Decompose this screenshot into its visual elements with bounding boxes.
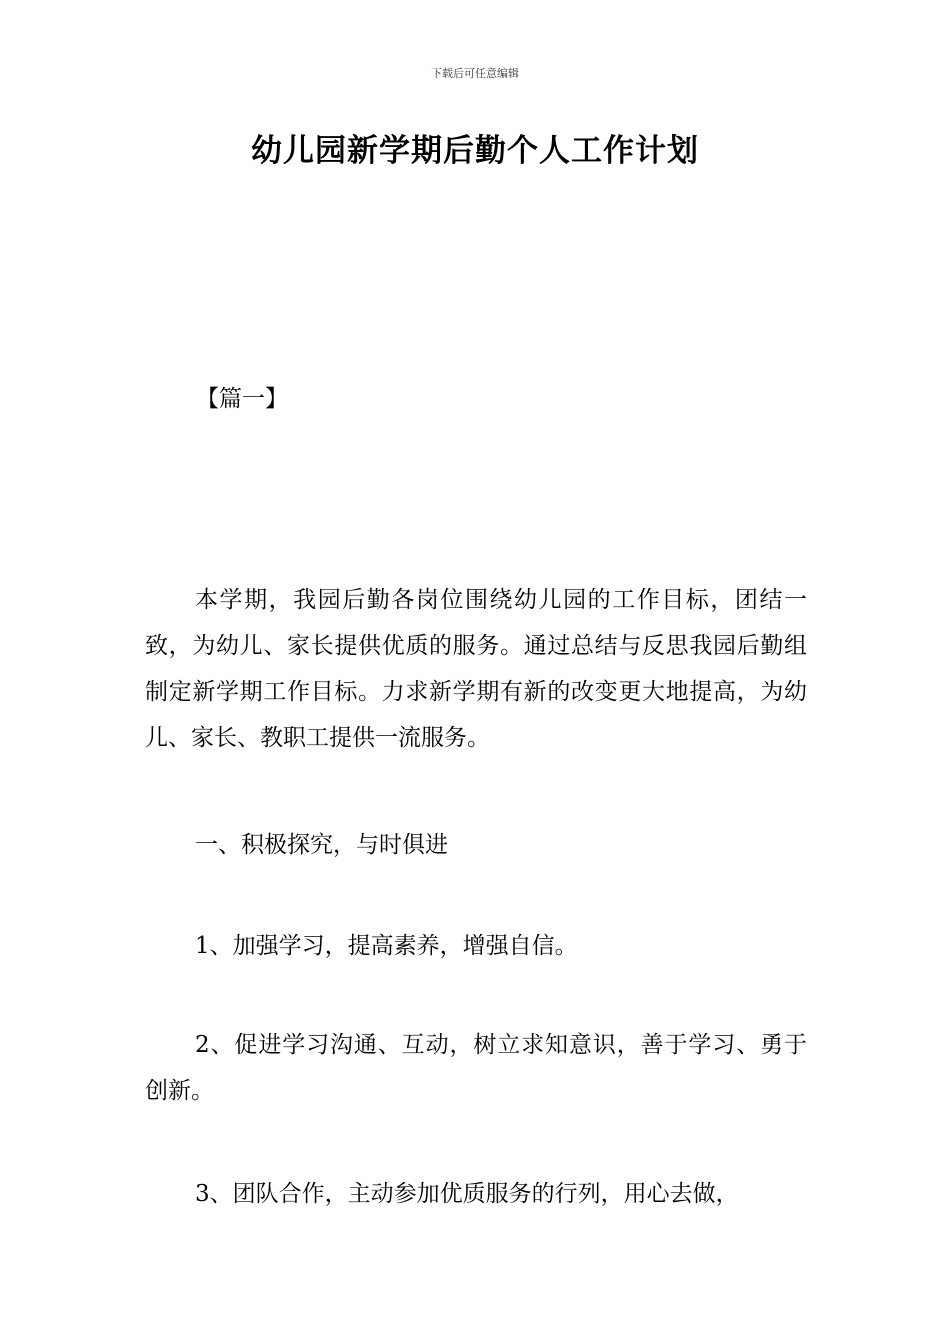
header-note: 下载后可任意编辑 <box>431 67 519 80</box>
paragraph-intro: 本学期，我园后勤各岗位围绕幼儿园的工作目标，团结一致，为幼儿、家长提供优质的服务。通过总结与反思我园后勤组制定新学期工作目标。力求新学期有新的改变更大地提高，为幼儿、家长、教职工提供一流服务。 <box>145 587 807 751</box>
paragraph-item-1: 1、加强学习，提高素养，增强自信。 <box>195 933 578 959</box>
document-title: 幼儿园新学期后勤个人工作计划 <box>251 133 699 169</box>
paragraph-heading-1: 一、积极探究，与时俱进 <box>195 832 448 858</box>
paragraph-item-2: 2、促进学习沟通、互动，树立求知意识，善于学习、勇于创新。 <box>145 1032 807 1104</box>
section-label: 【篇一】 <box>196 386 288 412</box>
paragraph-item-3: 3、团队合作，主动参加优质服务的行列，用心去做， <box>195 1181 739 1207</box>
